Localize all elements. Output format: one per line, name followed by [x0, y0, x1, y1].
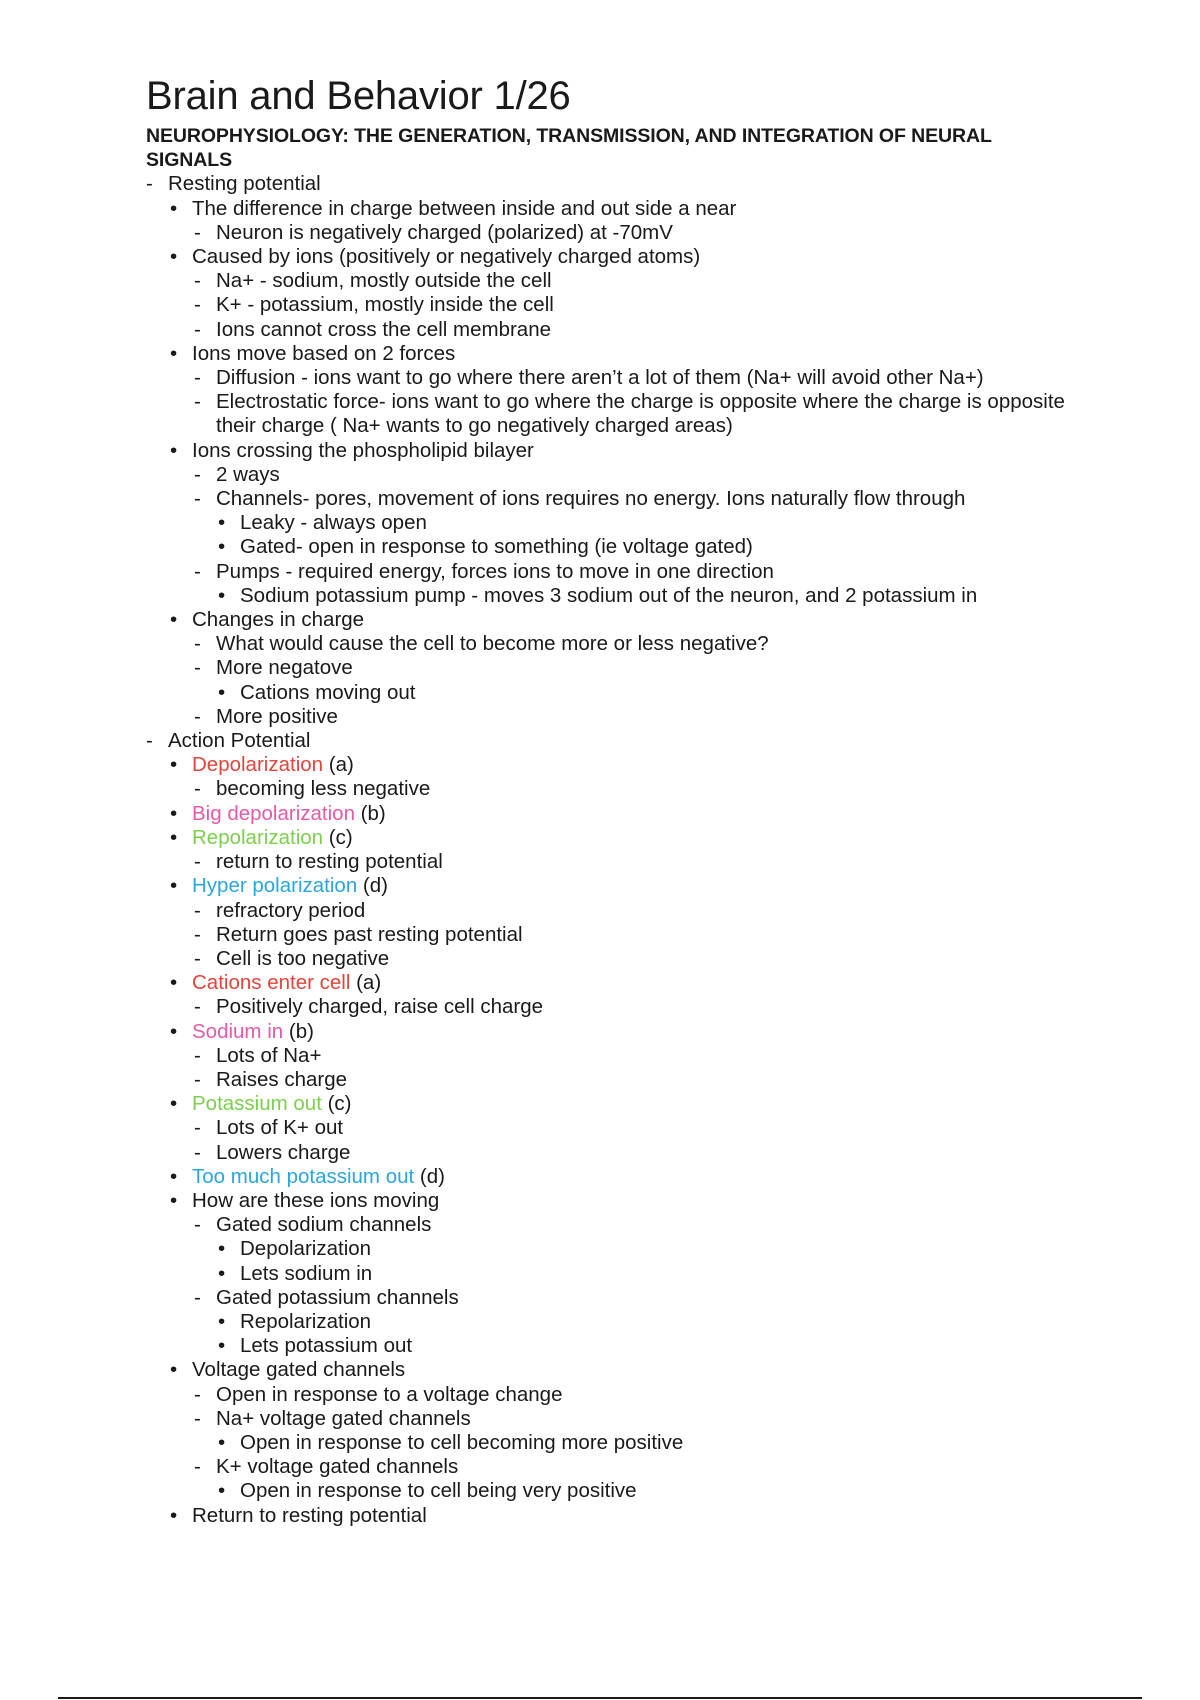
outline-line [146, 366, 1066, 390]
line-text: Channels- pores, movement of ions requires no energy. Ions naturally flow through [216, 487, 966, 511]
outline-line [146, 899, 1066, 923]
line-text: Lowers charge [216, 1140, 351, 1164]
line-text: Ions cannot cross the cell membrane [216, 317, 551, 341]
outline-line [146, 269, 1066, 293]
outline-line [146, 1431, 1066, 1455]
highlighted-term: Big depolarization [192, 801, 355, 825]
line-text: 2 ways [216, 462, 280, 486]
outline-line [146, 608, 1066, 632]
outline-line [146, 1141, 1066, 1165]
line-text: Na+ voltage gated channels [216, 1406, 471, 1430]
line-text: Open in response to a voltage change [216, 1382, 563, 1406]
bullet-marker: • [218, 583, 226, 607]
line-text: (a) [323, 753, 354, 777]
line-text: Electrostatic force- ions want to go where the charge is opposite where the charge is opposite their charge ( Na+ wants to go negatively charged areas) [216, 390, 1065, 438]
outline-line [146, 293, 1066, 317]
bullet-marker: • [170, 801, 178, 825]
line-text: becoming less negative [216, 777, 431, 801]
bullet-marker: • [170, 608, 178, 632]
bullet-marker: • [170, 1188, 178, 1212]
outline-line [146, 681, 1066, 705]
outline-line [146, 753, 1066, 777]
line-text: K+ voltage gated channels [216, 1455, 459, 1479]
dash-marker: - [194, 390, 201, 414]
line-text: Leaky - always open [240, 511, 427, 535]
notes-outline [146, 172, 1066, 1527]
line-text: Positively charged, raise cell charge [216, 995, 544, 1019]
line-text: Lets potassium out [240, 1334, 413, 1358]
outline-line [146, 1165, 1066, 1189]
dash-marker: - [194, 632, 201, 656]
bullet-marker: • [218, 1334, 226, 1358]
line-text: Sodium potassium pump - moves 3 sodium out of the neuron, and 2 potassium in [240, 583, 978, 607]
bullet-marker: • [170, 1503, 178, 1527]
bullet-marker: • [170, 341, 178, 365]
line-text: (d) [414, 1164, 445, 1188]
line-text: return to resting potential [216, 850, 443, 874]
line-text: Neuron is negatively charged (polarized) at -70mV [216, 220, 673, 244]
outline-line [146, 923, 1066, 947]
dash-marker: - [194, 269, 201, 293]
outline-line [146, 1092, 1066, 1116]
line-text: Changes in charge [192, 608, 365, 632]
bullet-marker: • [170, 1164, 178, 1188]
bullet-marker: • [218, 1261, 226, 1285]
dash-marker: - [194, 1382, 201, 1406]
bullet-marker: • [170, 438, 178, 462]
line-text: (d) [357, 874, 388, 898]
line-text: Lets sodium in [240, 1261, 373, 1285]
dash-marker: - [194, 995, 201, 1019]
line-text: refractory period [216, 898, 366, 922]
outline-line [146, 318, 1066, 342]
line-text: Diffusion - ions want to go where there aren’t a lot of them (Na+ will avoid other Na+) [216, 366, 984, 390]
line-text: Lots of Na+ [216, 1043, 322, 1067]
dash-marker: - [194, 922, 201, 946]
outline-line [146, 197, 1066, 221]
outline-line [146, 874, 1066, 898]
highlighted-term: Depolarization [192, 753, 324, 777]
dash-marker: - [146, 172, 153, 196]
bullet-marker: • [170, 245, 178, 269]
outline-line [146, 729, 1066, 753]
outline-line [146, 1310, 1066, 1334]
line-text: More negatove [216, 656, 353, 680]
bullet-marker: • [170, 1358, 178, 1382]
highlighted-term: Potassium out [192, 1092, 322, 1116]
dash-marker: - [194, 1067, 201, 1091]
outline-line [146, 947, 1066, 971]
bullet-marker: • [218, 1479, 226, 1503]
dash-marker: - [194, 220, 201, 244]
document-page [146, 72, 1066, 1528]
outline-line [146, 1479, 1066, 1503]
line-text: Caused by ions (positively or negatively charged atoms) [192, 245, 701, 269]
outline-line [146, 1044, 1066, 1068]
outline-line [146, 1455, 1066, 1479]
bullet-marker: • [218, 1309, 226, 1333]
line-text: Open in response to cell being very positive [240, 1479, 637, 1503]
line-text: Return goes past resting potential [216, 922, 523, 946]
dash-marker: - [194, 462, 201, 486]
line-text: How are these ions moving [192, 1188, 440, 1212]
line-text: K+ - potassium, mostly inside the cell [216, 293, 554, 317]
bullet-marker: • [218, 680, 226, 704]
line-text: (a) [350, 971, 382, 995]
line-text: Repolarization [240, 1309, 372, 1333]
bullet-marker: • [218, 535, 226, 559]
outline-line [146, 656, 1066, 680]
dash-marker: - [194, 850, 201, 874]
line-text: Gated- open in response to something (ie voltage gated) [240, 535, 753, 559]
outline-line [146, 826, 1066, 850]
outline-line [146, 971, 1066, 995]
line-text: The difference in charge between inside and out side a near [192, 196, 737, 220]
outline-line [146, 1213, 1066, 1237]
outline-line [146, 1237, 1066, 1261]
outline-line [146, 342, 1066, 366]
outline-line [146, 560, 1066, 584]
outline-line [146, 487, 1066, 511]
dash-marker: - [194, 1140, 201, 1164]
line-text: Pumps - required energy, forces ions to move in one direction [216, 559, 774, 583]
outline-line [146, 850, 1066, 874]
outline-line [146, 439, 1066, 463]
bullet-marker: • [170, 196, 178, 220]
line-text: Open in response to cell becoming more positive [240, 1430, 684, 1454]
dash-marker: - [194, 1043, 201, 1067]
bullet-marker: • [218, 1237, 226, 1261]
dash-marker: - [194, 946, 201, 970]
outline-line [146, 1116, 1066, 1140]
outline-line [146, 535, 1066, 559]
line-text: Depolarization [240, 1237, 372, 1261]
outline-line [146, 1334, 1066, 1358]
outline-line [146, 1504, 1066, 1528]
dash-marker: - [194, 656, 201, 680]
outline-line [146, 1020, 1066, 1044]
bullet-marker: • [170, 1019, 178, 1043]
outline-line [146, 632, 1066, 656]
outline-line [146, 1189, 1066, 1213]
line-text: Voltage gated channels [192, 1358, 406, 1382]
page-title: Brain and Behavior 1/26 [146, 74, 571, 118]
line-text: Lots of K+ out [216, 1116, 344, 1140]
outline-line [146, 995, 1066, 1019]
outline-line [146, 1383, 1066, 1407]
line-text: Return to resting potential [192, 1503, 427, 1527]
line-text: Ions move based on 2 forces [192, 341, 456, 365]
dash-marker: - [194, 317, 201, 341]
line-text: Resting potential [168, 172, 321, 196]
highlighted-term: Hyper polarization [192, 874, 358, 898]
dash-marker: - [194, 366, 201, 390]
bottom-divider [58, 1697, 1142, 1699]
outline-line [146, 172, 1066, 196]
dash-marker: - [194, 559, 201, 583]
outline-line [146, 1407, 1066, 1431]
bullet-marker: • [170, 874, 178, 898]
outline-line [146, 1068, 1066, 1092]
line-text: What would cause the cell to become more or less negative? [216, 632, 769, 656]
dash-marker: - [194, 898, 201, 922]
dash-marker: - [194, 1455, 201, 1479]
line-text: Gated sodium channels [216, 1213, 432, 1237]
outline-line [146, 511, 1066, 535]
dash-marker: - [194, 777, 201, 801]
line-text: Action Potential [168, 729, 311, 753]
line-text: (c) [323, 825, 353, 849]
outline-line [146, 1286, 1066, 1310]
dash-marker: - [146, 729, 153, 753]
outline-line [146, 1358, 1066, 1382]
dash-marker: - [194, 293, 201, 317]
bullet-marker: • [170, 753, 178, 777]
outline-line [146, 802, 1066, 826]
highlighted-term: Too much potassium out [192, 1164, 415, 1188]
outline-line [146, 705, 1066, 729]
page-subtitle: NEUROPHYSIOLOGY: THE GENERATION, TRANSMISSION, AND INTEGRATION OF NEURAL SIGNALS [146, 125, 992, 172]
outline-line [146, 245, 1066, 269]
dash-marker: - [194, 1116, 201, 1140]
outline-line [146, 1262, 1066, 1286]
line-text: More positive [216, 704, 338, 728]
dash-marker: - [194, 704, 201, 728]
line-text: Cell is too negative [216, 946, 390, 970]
line-text: Na+ - sodium, mostly outside the cell [216, 269, 552, 293]
dash-marker: - [194, 1406, 201, 1430]
highlighted-term: Cations enter cell [192, 971, 351, 995]
line-text: (b) [283, 1019, 314, 1043]
dash-marker: - [194, 1213, 201, 1237]
line-text: Cations moving out [240, 680, 416, 704]
outline-line [146, 584, 1066, 608]
dash-marker: - [194, 487, 201, 511]
bullet-marker: • [170, 825, 178, 849]
line-text: (c) [321, 1092, 352, 1116]
outline-line [146, 390, 1066, 438]
bullet-marker: • [218, 1430, 226, 1454]
outline-line [146, 463, 1066, 487]
highlighted-term: Repolarization [192, 825, 324, 849]
outline-line [146, 221, 1066, 245]
line-text: (b) [354, 801, 386, 825]
outline-line [146, 777, 1066, 801]
line-text: Gated potassium channels [216, 1285, 459, 1309]
dash-marker: - [194, 1285, 201, 1309]
line-text: Raises charge [216, 1067, 348, 1091]
bullet-marker: • [170, 1092, 178, 1116]
highlighted-term: Sodium in [192, 1019, 284, 1043]
bullet-marker: • [170, 971, 178, 995]
line-text: Ions crossing the phospholipid bilayer [192, 438, 534, 462]
bullet-marker: • [218, 511, 226, 535]
